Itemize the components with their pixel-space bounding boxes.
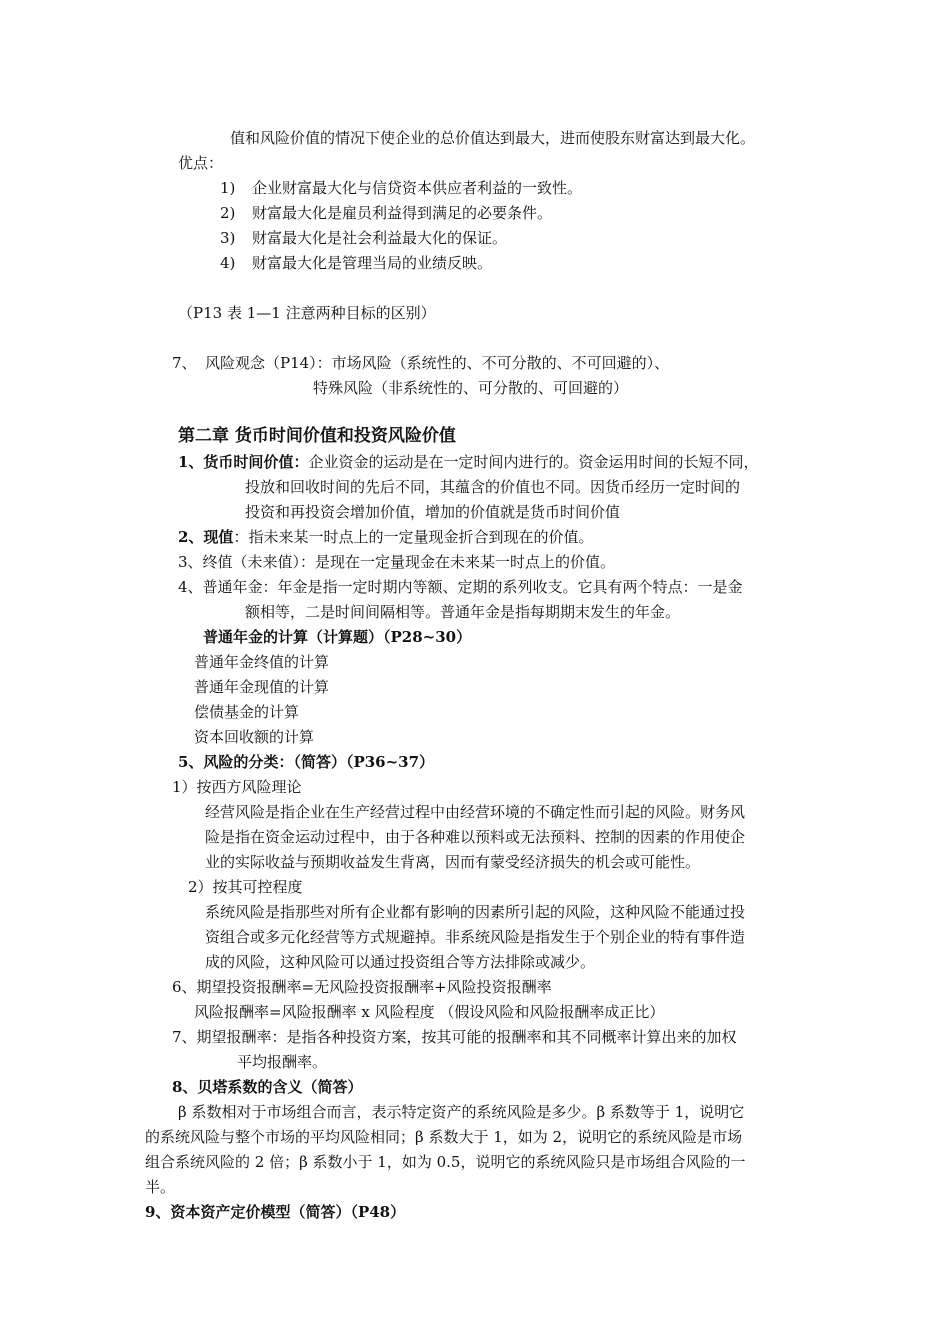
text-line: 业的实际收益与预期收益发生背离，因而有蒙受经济损失的机会或可能性。 — [205, 853, 701, 871]
text-line: 值和风险价值的情况下使企业的总价值达到最大，进而使股东财富达到最大化。 — [230, 129, 756, 147]
text-line: 投资和再投资会增加价值，增加的价值就是货币时间价值 — [245, 503, 621, 521]
text-line: 优点： — [178, 154, 224, 172]
text-line: 系统风险是指那些对所有企业都有影响的因素所引起的风险，这种风险不能通过投 — [205, 903, 746, 921]
text-line: 半。 — [145, 1178, 176, 1196]
list-item: 企业财富最大化与信贷资本供应者利益的一致性。 — [252, 179, 583, 197]
text-line: 2）按其可控程度 — [188, 878, 303, 896]
section-heading: 普通年金的计算（计算题）（P28~30） — [203, 628, 472, 646]
text-line — [178, 527, 593, 547]
text-line: 风险报酬率=风险报酬率 x 风险程度 （假设风险和风险报酬率成正比） — [194, 1003, 665, 1021]
text-line: β 系数相对于市场组合而言，表示特定资产的系统风险是多少。β 系数等于 1，说明它 — [178, 1103, 745, 1121]
text-line: 7、期望报酬率：是指各种投资方案，按其可能的报酬率和其不同概率计算出来的加权 — [172, 1028, 737, 1046]
text-line: 偿债基金的计算 — [194, 703, 300, 721]
term-text: ：指未来某一时点上的一定量现金折合到现在的价值。 — [233, 528, 594, 546]
text-line: 4、普通年金：年金是指一定时期内等额、定期的系列收支。它具有两个特点：一是金 — [178, 578, 743, 596]
text-line: 额相等，二是时间间隔相等。普通年金是指每期期末发生的年金。 — [245, 603, 681, 621]
text-line: （P13 表 1—1 注意两种目标的区别） — [178, 304, 436, 322]
text-line: 组合系统风险的 2 倍；β 系数小于 1，如为 0.5，说明它的系统风险只是市场组合风险的一 — [145, 1153, 746, 1171]
list-number: 3) — [220, 229, 236, 247]
text-line: 6、期望投资报酬率=无风险投资报酬率+风险投资报酬率 — [172, 978, 552, 996]
list-item: 财富最大化是社会利益最大化的保证。 — [252, 229, 508, 247]
list-number: 1) — [220, 179, 236, 197]
text-line — [178, 452, 758, 472]
text-line: 普通年金现值的计算 — [194, 678, 330, 696]
list-item: 财富最大化是管理当局的业绩反映。 — [252, 254, 493, 272]
chapter-heading: 第二章 货币时间价值和投资风险价值 — [178, 426, 456, 446]
text-line: 投放和回收时间的先后不同，其蕴含的价值也不同。因货币经历一定时间的 — [245, 478, 741, 496]
text-line: 资组合或多元化经营等方式规避掉。非系统风险是指发生于个别企业的特有事件造 — [205, 928, 746, 946]
text-line: 1）按西方风险理论 — [172, 778, 302, 796]
text-line: 险是指在资金运动过程中，由于各种难以预料或无法预料、控制的因素的作用使企 — [205, 828, 746, 846]
section-heading: 5、风险的分类：（简答）（P36~37） — [178, 753, 435, 771]
list-number: 2) — [220, 204, 236, 222]
list-number: 4) — [220, 254, 236, 272]
text-line: 普通年金终值的计算 — [194, 653, 330, 671]
text-line: 风险观念（P14）：市场风险（系统性的、不可分散的、不可回避的）、 — [205, 354, 670, 372]
term-label: 1、货币时间价值： — [178, 453, 309, 471]
text-line: 成的风险，这种风险可以通过投资组合等方法排除或减少。 — [205, 953, 596, 971]
section-heading: 8、贝塔系数的含义（简答） — [172, 1078, 363, 1096]
list-item: 财富最大化是雇员利益得到满足的必要条件。 — [252, 204, 553, 222]
section-heading: 9、资本资产定价模型（简答）（P48） — [145, 1203, 406, 1221]
term-text: 企业资金的运动是在一定时间内进行的。资金运用时间的长短不同， — [308, 453, 759, 471]
text-line: 平均报酬率。 — [237, 1053, 328, 1071]
text-line: 经营风险是指企业在生产经营过程中由经营环境的不确定性而引起的风险。财务风 — [205, 803, 746, 821]
text-line: 3、终值（未来值）：是现在一定量现金在未来某一时点上的价值。 — [178, 553, 616, 571]
text-line: 资本回收额的计算 — [194, 728, 315, 746]
text-line: 特殊风险（非系统性的、可分散的、可回避的） — [313, 379, 629, 397]
list-number: 7、 — [172, 354, 197, 372]
text-line: 的系统风险与整个市场的平均风险相同；β 系数大于 1，如为 2，说明它的系统风险是市场 — [145, 1128, 743, 1146]
term-label: 2、现值 — [178, 528, 234, 546]
